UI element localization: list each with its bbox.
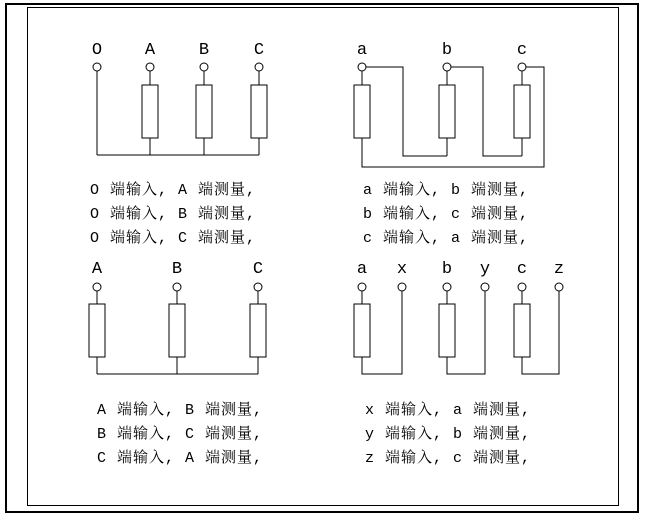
terminal-node <box>518 283 526 291</box>
terminal-node <box>255 63 263 71</box>
terminal-node <box>481 283 489 291</box>
winding-rect <box>251 85 267 138</box>
terminal-node <box>555 283 563 291</box>
circuit-bottom-left-wye <box>89 283 266 374</box>
caption-line: A 端输入, B 端测量, <box>97 402 264 419</box>
winding-rect <box>439 85 455 138</box>
wire-a-to-b <box>366 67 447 156</box>
terminal-node <box>146 63 154 71</box>
terminal-node <box>93 283 101 291</box>
terminal-label-C: C <box>253 41 265 60</box>
caption-line: B 端输入, C 端测量, <box>97 426 264 443</box>
winding-rect <box>250 304 266 357</box>
terminal-label-c: c <box>516 41 528 60</box>
caption-line: c 端输入, a 端测量, <box>363 230 530 247</box>
terminal-label-A: A <box>144 41 156 60</box>
caption-block-top-left <box>90 179 256 251</box>
caption-line: z 端输入, c 端测量, <box>365 450 532 467</box>
winding-rect <box>354 85 370 138</box>
terminal-label-a: a <box>356 41 368 60</box>
winding-rect <box>196 85 212 138</box>
winding-rect <box>514 304 530 357</box>
terminal-node <box>398 283 406 291</box>
winding-rect <box>89 304 105 357</box>
winding-rect <box>169 304 185 357</box>
caption-line: O 端输入, A 端测量, <box>90 182 257 199</box>
terminal-label-B2: B <box>171 260 183 279</box>
terminal-node <box>200 63 208 71</box>
winding-rect <box>142 85 158 138</box>
caption-line: C 端输入, A 端测量, <box>97 450 264 467</box>
caption-line: y 端输入, b 端测量, <box>365 426 532 443</box>
terminal-label-c2: c <box>516 260 528 279</box>
terminal-node <box>93 63 101 71</box>
caption-block-bottom-right <box>365 399 531 471</box>
terminal-label-b2: b <box>441 260 453 279</box>
terminal-node <box>518 63 526 71</box>
wire-b-to-c <box>451 67 522 156</box>
circuit-top-right-delta <box>354 63 544 167</box>
terminal-node <box>173 283 181 291</box>
terminal-label-b: b <box>441 41 453 60</box>
terminal-label-y: y <box>479 260 491 279</box>
winding-rect <box>514 85 530 138</box>
terminal-node <box>443 283 451 291</box>
circuit-top-left-wye-neutral <box>93 63 267 155</box>
terminal-label-A2: A <box>91 260 103 279</box>
terminal-node <box>443 63 451 71</box>
terminal-label-C2: C <box>252 260 264 279</box>
caption-block-top-right <box>363 179 529 251</box>
terminal-label-x: x <box>396 260 408 279</box>
caption-line: a 端输入, b 端测量, <box>363 182 530 199</box>
terminal-label-B: B <box>198 41 210 60</box>
winding-rect <box>354 304 370 357</box>
caption-line: b 端输入, c 端测量, <box>363 206 530 223</box>
terminal-label-a2: a <box>356 260 368 279</box>
caption-line: x 端输入, a 端测量, <box>365 402 532 419</box>
winding-rect <box>439 304 455 357</box>
terminal-node <box>358 63 366 71</box>
caption-line: O 端输入, B 端测量, <box>90 206 257 223</box>
circuit-bottom-right-open-windings <box>354 283 563 374</box>
terminal-label-O: O <box>91 41 103 60</box>
caption-block-bottom-left <box>97 399 263 471</box>
terminal-label-z: z <box>553 260 565 279</box>
terminal-node <box>254 283 262 291</box>
caption-line: O 端输入, C 端测量, <box>90 230 257 247</box>
terminal-node <box>358 283 366 291</box>
